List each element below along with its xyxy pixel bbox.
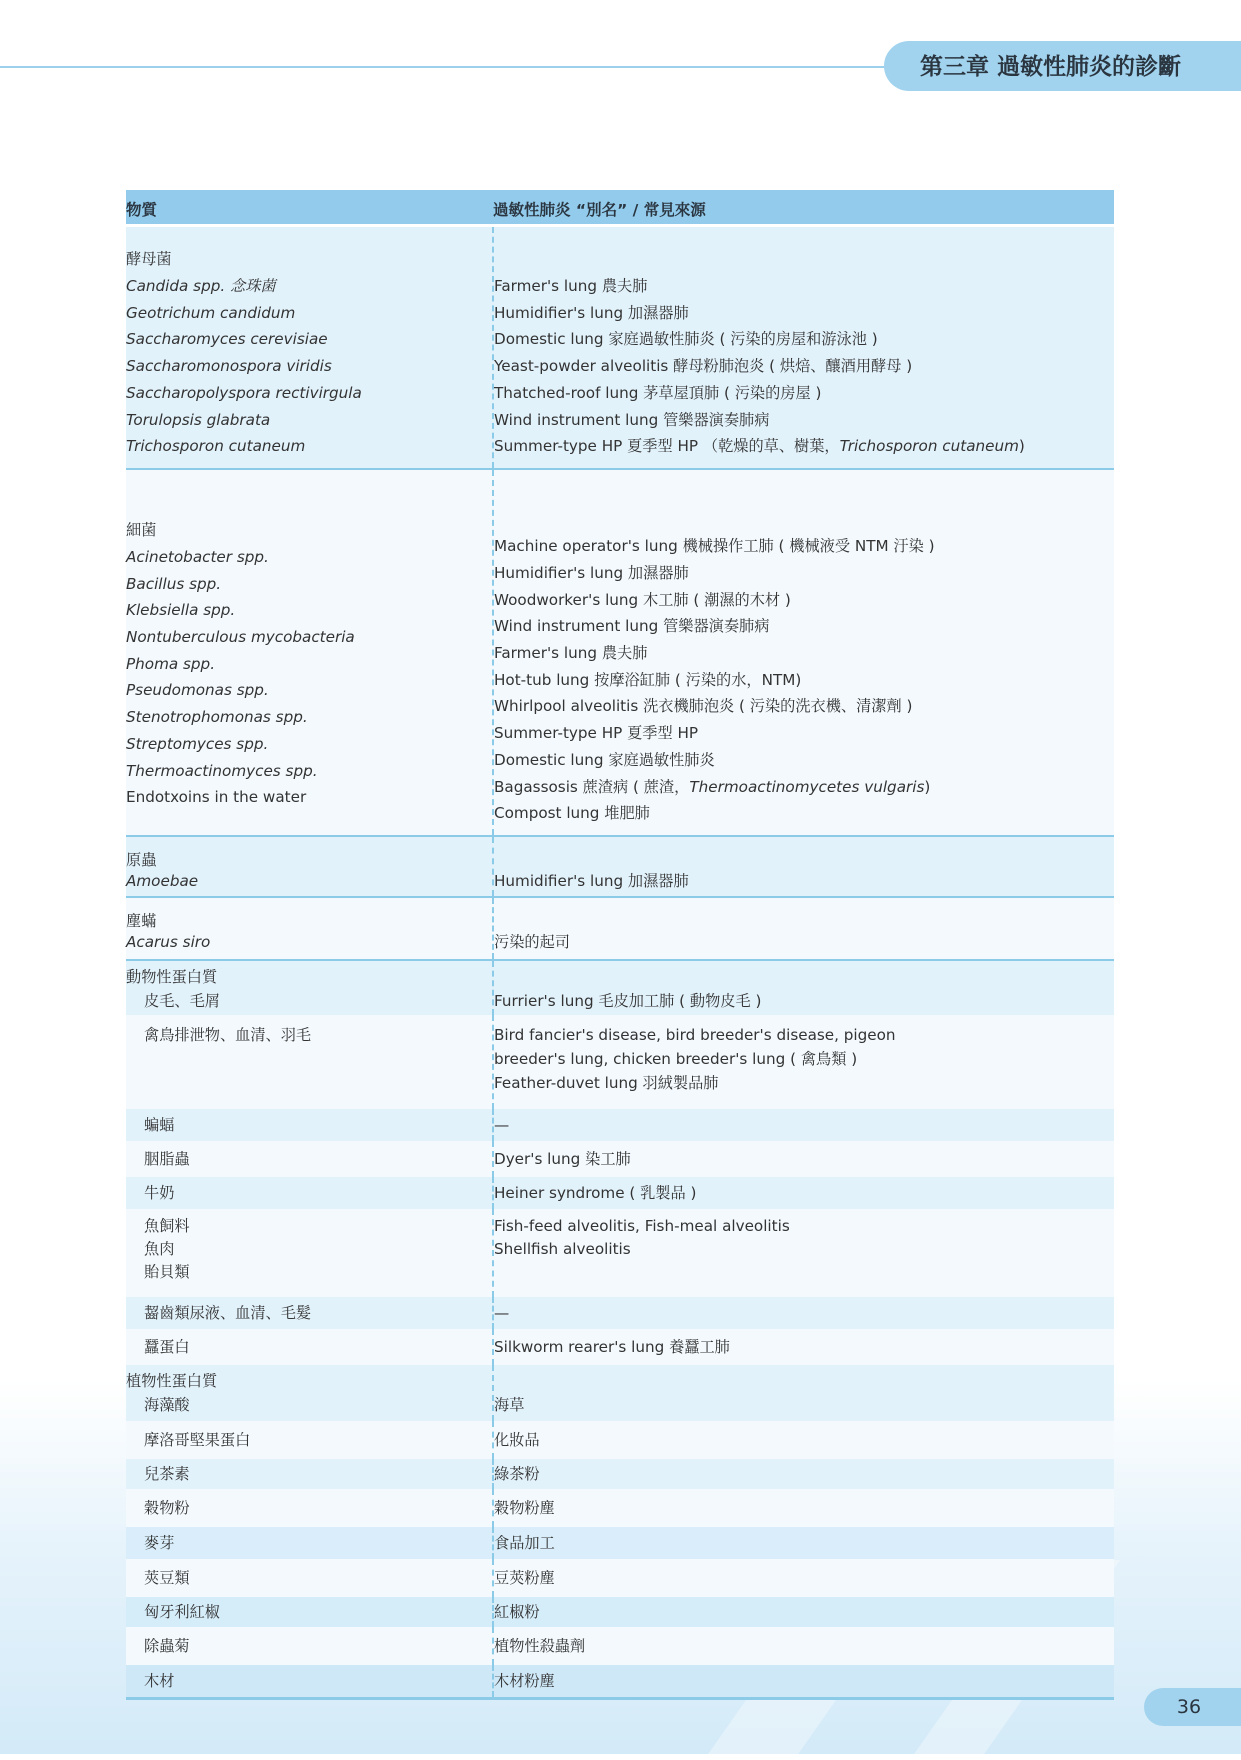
yeast-species: Candida spp. 念珠菌 (126, 277, 276, 296)
animal-source: breeder's lung, chicken breeder's lung ( 禽鳥類 ) (494, 1050, 858, 1068)
plant-source: 食品加工 (493, 1527, 1114, 1559)
silkworm-substance (126, 1329, 493, 1365)
bacteria-sources (493, 469, 1114, 836)
plant-substance-cell (126, 1459, 493, 1489)
bacteria-source: Compost lung 堆肥肺 (494, 804, 650, 823)
table-row-grain (126, 1489, 1114, 1527)
birds-sources (493, 1015, 1114, 1109)
plant-substance-cell (126, 1627, 493, 1665)
alginate-substance (126, 1365, 493, 1421)
plant-substance: 兒茶素 (144, 1465, 190, 1483)
animal-source: Shellfish alveolitis (494, 1240, 631, 1258)
animal-source: Feather-duvet lung 羽絨製品肺 (494, 1074, 719, 1092)
table-header-row (126, 190, 1114, 226)
bacteria-species: Stenotrophomonas spp. (126, 708, 308, 727)
yeast-sources (493, 226, 1114, 470)
yeast-source: Farmer's lung 農夫肺 (494, 277, 648, 296)
bacteria-species: Pseudomonas spp. (126, 681, 269, 700)
header-alias-source: 過敏性肺炎 “別名” / 常見來源 (493, 190, 1114, 226)
table-row-yeast (126, 226, 1114, 470)
bagassosis-suffix: ) (924, 777, 931, 796)
header-rule (0, 66, 900, 68)
fish-sources (493, 1209, 1114, 1297)
mites-label: 塵蟎 (126, 912, 157, 930)
animal-substance: 胭脂蟲 (144, 1150, 190, 1168)
table-row-alginate (126, 1365, 1114, 1421)
protozoa-substances (126, 836, 493, 897)
plant-protein-label: 植物性蛋白質 (126, 1372, 218, 1390)
plant-substance: 摩洛哥堅果蛋白 (144, 1431, 251, 1449)
plant-substance-cell (126, 1559, 493, 1597)
bacteria-source: Hot-tub lung 按摩浴缸肺 ( 污染的水，NTM) (494, 670, 802, 689)
yeast-label: 酵母菌 (126, 250, 172, 269)
plant-source: 穀物粉塵 (493, 1489, 1114, 1527)
plant-substance-cell (126, 1489, 493, 1527)
bacteria-source: Whirlpool alveolitis 洗衣機肺泡炎 ( 污染的洗衣機、清潔劑 ) (494, 697, 913, 716)
summer-hp-text: Summer-type HP 夏季型 HP （乾燥的草、樹葉， (494, 437, 840, 456)
bacteria-species: Thermoactinomyces spp. (126, 761, 318, 780)
bagassosis-text: Bagassosis 蔗渣病 ( 蔗渣， (494, 777, 690, 796)
page-number: 36 (1176, 1696, 1202, 1718)
milk-substance (126, 1177, 493, 1209)
bacteria-source: Domestic lung 家庭過敏性肺炎 (494, 750, 715, 769)
fish-substances (126, 1209, 493, 1297)
bacteria-source: Humidifier's lung 加濕器肺 (494, 563, 689, 582)
bacteria-species: Klebsiella spp. (126, 601, 236, 620)
bats-substance (126, 1109, 493, 1141)
bacteria-source: Farmer's lung 農夫肺 (494, 644, 648, 663)
table-row-birds (126, 1015, 1114, 1109)
yeast-source: Wind instrument lung 管樂器演奏肺病 (494, 410, 770, 429)
animal-source: Furrier's lung 毛皮加工肺 ( 動物皮毛 ) (493, 960, 1114, 1015)
plant-source: 紅椒粉 (493, 1597, 1114, 1627)
animal-substance: 貽貝類 (144, 1263, 190, 1281)
table-row-bats (126, 1109, 1114, 1141)
plant-substance-cell (126, 1527, 493, 1559)
plant-source: 綠茶粉 (493, 1459, 1114, 1489)
animal-fur-substance (126, 960, 493, 1015)
table-row-fish (126, 1209, 1114, 1297)
plant-source: 化妝品 (493, 1421, 1114, 1459)
plant-substance-cell (126, 1665, 493, 1699)
bats-source: — (493, 1109, 1114, 1141)
plant-substance: 匈牙利紅椒 (144, 1603, 220, 1621)
bacteria-species: Acinetobacter spp. (126, 547, 269, 566)
bacteria-substances (126, 469, 493, 836)
bacteria-source: Summer-type HP 夏季型 HP (494, 724, 699, 743)
animal-substance: 禽鳥排泄物、血清、羽毛 (144, 1026, 312, 1044)
table-row-silkworm (126, 1329, 1114, 1365)
rodents-substance (126, 1297, 493, 1329)
mites-substances (126, 897, 493, 960)
animal-substance: 齧齒類尿液、血清、毛髮 (144, 1304, 312, 1322)
animal-substance: 蠶蛋白 (144, 1338, 190, 1356)
plant-substance: 木材 (144, 1672, 175, 1690)
header-substance: 物質 (126, 190, 493, 226)
yeast-substances (126, 226, 493, 470)
yeast-source-summer-hp (494, 433, 1114, 460)
table-row-malt (126, 1527, 1114, 1559)
protozoa-label: 原蟲 (126, 851, 157, 869)
bacteria-species: Phoma spp. (126, 654, 216, 673)
yeast-source: Yeast-powder alveolitis 酵母粉肺泡炎 ( 烘焙、釀酒用酵母 ) (494, 357, 913, 376)
plant-substance-cell (126, 1421, 493, 1459)
bacteria-species: Streptomyces spp. (126, 734, 269, 753)
yeast-source: Domestic lung 家庭過敏性肺炎 ( 污染的房屋和游泳池 ) (494, 330, 878, 349)
milk-source: Heiner syndrome ( 乳製品 ) (493, 1177, 1114, 1209)
table-row-wood (126, 1665, 1114, 1699)
rodents-source: — (493, 1297, 1114, 1329)
table-row-pyrethrum (126, 1627, 1114, 1665)
yeast-species: Saccharopolyspora rectivirgula (126, 383, 362, 402)
animal-protein-label: 動物性蛋白質 (126, 968, 218, 986)
yeast-species: Trichosporon cutaneum (126, 437, 306, 456)
yeast-source: Thatched-roof lung 茅草屋頂肺 ( 污染的房屋 ) (494, 383, 822, 402)
protozoa-source: Humidifier's lung 加濕器肺 (493, 836, 1114, 897)
bacteria-species: Bacillus spp. (126, 574, 222, 593)
yeast-species: Torulopsis glabrata (126, 410, 271, 429)
animal-substance: 魚肉 (144, 1240, 175, 1258)
plant-substance: 海藻酸 (144, 1396, 190, 1414)
chapter-title: 第三章 過敏性肺炎的診斷 (920, 54, 1182, 80)
mites-source: 污染的起司 (493, 897, 1114, 960)
table-row-milk (126, 1177, 1114, 1209)
animal-source: Fish-feed alveolitis, Fish-meal alveolitis (494, 1217, 790, 1235)
table-row-paprika (126, 1597, 1114, 1627)
bacteria-source: Wind instrument lung 管樂器演奏肺病 (494, 617, 770, 636)
animal-substance: 蝙蝠 (144, 1116, 175, 1134)
table-row-cochineal (126, 1141, 1114, 1177)
hp-antigen-table (126, 190, 1114, 1700)
bacteria-source: Woodworker's lung 木工肺 ( 潮濕的木材 ) (494, 590, 791, 609)
bacteria-source: Machine operator's lung 機械操作工肺 ( 機械液受 NTM 汙染 ) (494, 537, 935, 556)
animal-substance: 魚飼料 (144, 1217, 190, 1235)
yeast-species: Saccharomonospora viridis (126, 357, 332, 376)
table-row-animal-fur (126, 960, 1114, 1015)
yeast-species: Saccharomyces cerevisiae (126, 330, 328, 349)
plant-substance: 除蟲菊 (144, 1637, 190, 1655)
animal-source: Bird fancier's disease, bird breeder's disease, pigeon (494, 1026, 896, 1044)
birds-substance (126, 1015, 493, 1109)
table-row-protozoa (126, 836, 1114, 897)
bacteria-label: 細菌 (126, 521, 157, 540)
cochineal-substance (126, 1141, 493, 1177)
animal-substance: 皮毛、毛屑 (144, 992, 220, 1010)
summer-hp-italic: Trichosporon cutaneum (839, 437, 1019, 456)
table-row-legumes (126, 1559, 1114, 1597)
protozoa-species: Amoebae (126, 872, 199, 890)
table-row-argan (126, 1421, 1114, 1459)
plant-substance-cell (126, 1597, 493, 1627)
bagassosis-italic: Thermoactinomycetes vulgaris (689, 777, 925, 796)
mites-species: Acarus siro (126, 933, 211, 951)
plant-substance: 麥芽 (144, 1534, 175, 1552)
silkworm-source: Silkworm rearer's lung 養蠶工肺 (493, 1329, 1114, 1365)
plant-source: 豆莢粉塵 (493, 1559, 1114, 1597)
bacteria-source-bagassosis (494, 774, 1114, 801)
yeast-species: Geotrichum candidum (126, 303, 296, 322)
bacteria-species: Endotxoins in the water (126, 788, 307, 807)
animal-substance: 牛奶 (144, 1184, 175, 1202)
yeast-source: Humidifier's lung 加濕器肺 (494, 303, 689, 322)
plant-source: 植物性殺蟲劑 (493, 1627, 1114, 1665)
bacteria-species: Nontuberculous mycobacteria (126, 628, 355, 647)
table-row-rodents (126, 1297, 1114, 1329)
plant-substance: 穀物粉 (144, 1499, 190, 1517)
plant-substance: 莢豆類 (144, 1569, 190, 1587)
cochineal-source: Dyer's lung 染工肺 (493, 1141, 1114, 1177)
table-row-catechin (126, 1459, 1114, 1489)
table-row-mites (126, 897, 1114, 960)
plant-source: 海草 (493, 1365, 1114, 1421)
summer-hp-suffix: ) (1018, 437, 1025, 456)
plant-source: 木材粉塵 (493, 1665, 1114, 1699)
table-row-bacteria (126, 469, 1114, 836)
